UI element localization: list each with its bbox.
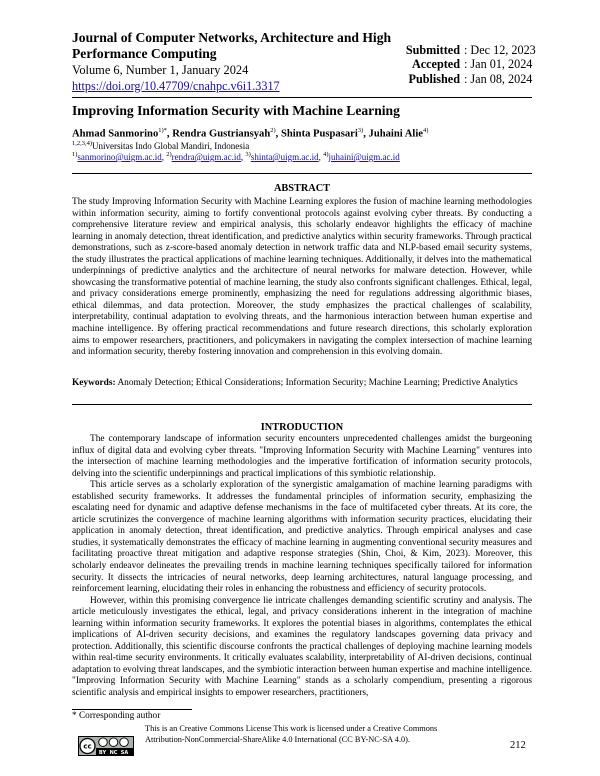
abstract-text: The study Improving Information Security with Machine Learning explores the fusion of machine learning methodologies within information security, aiming to fortify conventional protocols against evolving cyber threats. By conducting a comprehensive literature review and empirical analysis, this scholarly endeavor highlights the efficacy of machine learning in anomaly detection, threat identification, and predictive analytics within security frameworks. Through practical demonstrations, such as z-score-based anomaly detection in network traffic data and NLP-based email security systems, the study illustrates the practical applications of machine learning techniques. Additionally, it delves into the mathematical underpinnings of predictive analytics and the architecture of neural networks for malware detection. However, while showcasing the transformative potential of machine learning, the study also confronts significant challenges. Ethical, legal, and privacy considerations emerge prominently, emphasizing the need for regulations addressing algorithmic biases, ethical dilemmas, and data protection. Moreover, the study emphasizes the practical challenges of scalability, interpretability, continual adaptation to evolving threats, and the harmonious interaction between human expertise and machine intelligence. By offering practical recommendations and future research directions, this scholarly exploration aims to empower researchers, practitioners, and policymakers in navigating the complex intersection of machine learning and information security, thereby fostering innovation and comprehension in this evolving domain. xyxy=(72,197,532,358)
paragraph: This article serves as a scholarly exploration of the synergistic amalgamation of machine learning paradigms with established security frameworks. It addresses the fundamental principles of information security, emphasizing the escalating need for dynamic and adaptive defense mechanisms in the face of multifaceted cyber threats. At its core, the article scrutinizes the convergence of machine learning algorithms with information security practices, elucidating their application in anomaly detection, threat identification, and predictive analytics. Through empirical analyses and case studies, it systematically demonstrates the efficacy of machine learning in augmenting conventional security measures and facilitating proactive threat mitigation and adaptive response strategies (Shin, Choi, & Kim, 2023). Moreover, this scholarly endeavor delineates the prevailing trends in machine learning techniques specifically tailored for information security. It dissects the intricacies of neural networks, deep learning architectures, natural language processing, and reinforcement learning, elucidating their roles in enhancing the robustness and efficiency of security protocols. xyxy=(72,480,532,595)
introduction-body xyxy=(72,434,532,700)
author-emails: $^{1)}$sanmorino@uigm.ac.id, $^{2)}$rendra@uigm.ac.id, $^{3)}$shinta@uigm.ac.id, $^{4)}$juhaini@uigm.ac.id xyxy=(72,151,400,162)
journal-title: Journal of Computer Networks, Architecture and High Performance Computing xyxy=(72,30,392,61)
corresponding-author-note: * Corresponding author xyxy=(72,711,161,721)
svg-text:NC: NC xyxy=(109,750,118,756)
svg-text:SA: SA xyxy=(120,750,129,756)
date-row-published: Published : Jan 08, 2024 xyxy=(408,71,533,86)
email-link[interactable]: juhaini@uigm.ac.id xyxy=(328,152,400,162)
cc-license-icon xyxy=(78,736,134,756)
keywords-list: Anomaly Detection; Ethical Considerations; Information Security; Machine Learning; Predictive Analytics xyxy=(117,378,518,388)
paragraph: The contemporary landscape of information security encounters unprecedented challenges amidst the burgeoning influx of digital data and evolving cyber threats. "Improving Information Security with Machine Learning" ventures into the intersection of machine learning methodologies and the imperative fortification of information security protocols, delving into the scientific underpinnings and practical implications of this symbiotic relationship. xyxy=(72,434,532,479)
paper-title: Improving Information Security with Machine Learning xyxy=(72,103,400,118)
license-text: This is an Creative Commons License This work is licensed under a Creative Commons Attribution-NonCommercial-ShareAlike 4.0 International (CC BY-NC-SA 4.0). xyxy=(145,724,438,744)
keywords-label: Keywords: xyxy=(72,378,116,388)
svg-text:BY: BY xyxy=(98,750,107,756)
dates-block xyxy=(404,43,536,86)
author-name: Rendra Gustriansyah xyxy=(172,128,271,140)
author-name: Juhaini Alie xyxy=(368,128,423,140)
email-link[interactable]: shinta@uigm.ac.id xyxy=(250,152,319,162)
abstract-rule-top xyxy=(72,173,532,174)
doi-link[interactable]: https://doi.org/10.47709/cnahpc.v6i1.3317 xyxy=(72,79,280,93)
footnote-rule xyxy=(72,709,192,710)
introduction-heading: INTRODUCTION xyxy=(260,422,344,433)
paragraph: However, within this promising convergence lie intricate challenges demanding scientific scrutiny and analysis. The article meticulously investigates the ethical, legal, and privacy considerations inherent in the integration of machine learning within information security frameworks. It explores the potential biases in algorithms, contemplates the ethical implications of AI-driven security decisions, and examines the regulatory landscapes governing data privacy and protection. Additionally, this scientific discourse confronts the practical challenges of deploying machine learning models within real-time security environments. It critically evaluates scalability, interpretability of AI-driven decisions, continual adaptation to evolving threat landscapes, and the symbiotic interaction between human expertise and machine intelligence. "Improving Information Security with Machine Learning" stands as a scholarly compendium, presenting a rigorous scientific analysis and empirical insights to empower researchers, practitioners, xyxy=(72,595,532,699)
date-row-accepted: Accepted : Jan 01, 2024 xyxy=(411,57,533,72)
affiliation: $^{1,2,3,4)}$Universitas Indo Global Mandiri, Indonesia xyxy=(72,140,250,151)
keywords xyxy=(72,378,532,390)
author-name: Ahmad Sanmorino xyxy=(72,128,159,140)
journal-volume: Volume 6, Number 1, January 2024 xyxy=(72,63,249,77)
header-rule xyxy=(72,97,532,98)
abstract-heading: ABSTRACT xyxy=(273,183,331,194)
author-list: Ahmad Sanmorino$^{1)*}$, Rendra Gustriansyah$^{2)}$, Shinta Puspasari$^{3)}$, Juhaini Alie$^{4)}$ xyxy=(72,127,429,140)
journal-header xyxy=(72,30,392,95)
page-number: 212 xyxy=(510,740,526,751)
email-link[interactable]: sanmorino@uigm.ac.id xyxy=(77,152,162,162)
abstract-rule-bottom xyxy=(72,404,532,405)
svg-text:cc: cc xyxy=(83,742,92,751)
date-row-submitted: Submitted : Dec 12, 2023 xyxy=(405,43,536,57)
email-link[interactable]: rendra@uigm.ac.id xyxy=(171,152,241,162)
author-name: Shinta Puspasari xyxy=(280,128,358,140)
